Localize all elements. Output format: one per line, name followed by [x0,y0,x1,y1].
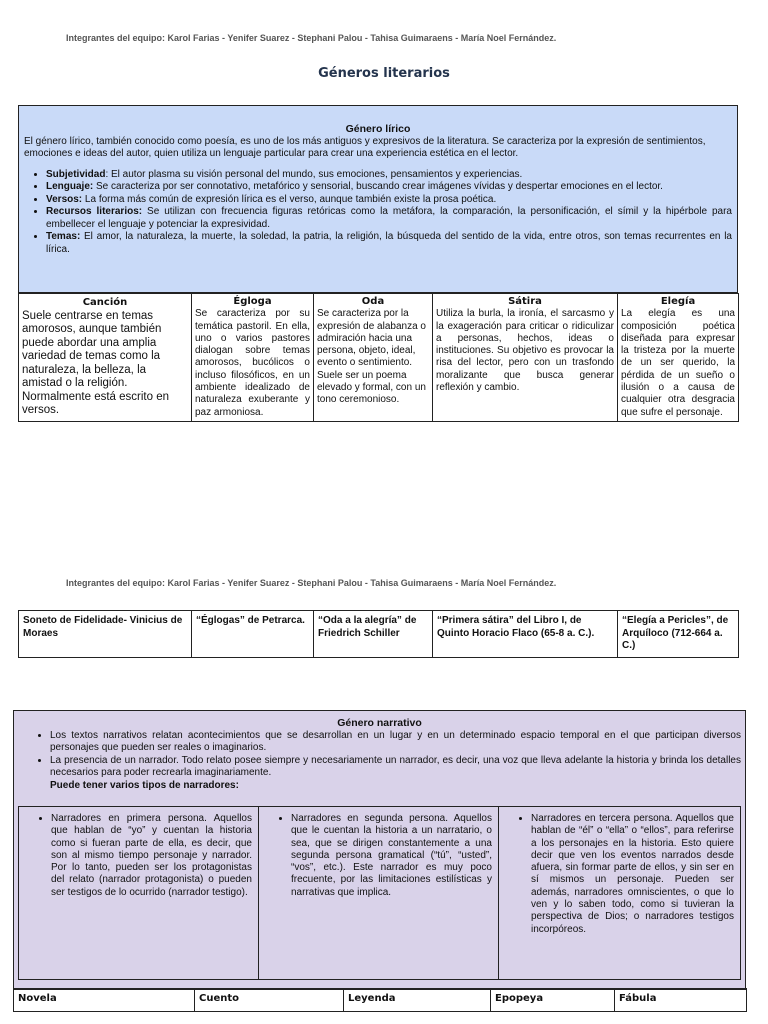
narrator-cell-second-person [259,807,499,980]
subgenre-cell-egloga [192,294,314,422]
table-row [14,989,747,1012]
lyric-characteristics-list [24,169,732,257]
subgenre-cell-elegia [618,294,739,422]
table-row [19,294,739,422]
term-text: El amor, la naturaleza, la muerte, la soledad, la patria, la religión, la búsqueda del sentido de la vida, entre otros, son temas recurrentes en la lírica. [46,231,732,255]
subgenre-cell-satira [433,294,618,422]
list-item [46,231,732,256]
example-cell: “Églogas” de Petrarca. [192,611,314,658]
term-label: Recursos literarios: [46,206,143,217]
team-members-line-repeat: Integrantes del equipo: Karol Farias - Yenifer Suarez - Stephani Palou - Tahisa Guimaraens - María Noel Fernández. [66,578,557,588]
lyric-heading: Género lírico [345,123,411,135]
narrative-characteristics-list [18,730,741,780]
list-item: • Narradores en primera persona. Aquellos que hablan de “yo” y cuentan la historia como si fueran parte de ella, es decir, que son al mismo tiempo personaje y narrador. Por lo tanto, pueden ser los protagonistas del relato (narrador protagonista) o pueden ser testigos de lo ocurrido (narrador testigo). [51,813,252,899]
term-text: Se utilizan con frecuencia figuras retóricas como la metáfora, la comparación, la personificación, el símil y la hipérbole para embellecer el lenguaje y potenciar la expresividad. [46,206,732,230]
narrative-heading: Género narrativo [337,717,422,729]
list-item: • La presencia de un narrador. Todo relato posee siempre y necesariamente un narrador, es decir, una voz que lleva adelante la historia y brinda los detalles necesarios para poder recrearla imaginariamente. [50,755,741,780]
subgenre-name: Sátira [508,296,542,307]
narrative-subgenre-cell: Epopeya [491,989,615,1012]
term-label: Temas: [46,231,81,242]
subgenre-text: Se caracteriza por la expresión de alabanza o admiración hacia una persona, objeto, ideal, evento o sentimiento. Suele ser un poema elevado y formal, con un tono ceremonioso. [317,308,426,406]
example-cell: Soneto de Fidelidade- Vinicius de Moraes [19,611,192,658]
term-text: La forma más común de expresión lírica es el verso, aunque también existe la prosa poética. [82,193,497,205]
subgenre-text: Suele centrarse en temas amorosos, aunque también puede abordar una amplia variedad de temas como la naturaleza, la belleza, la amistad o la religión. Normalmente está escrito en versos. [22,309,170,416]
term-label: Versos: [46,193,83,205]
narrative-subgenre-cell: Fábula [615,989,747,1012]
subgenre-name: Égloga [233,296,272,307]
subgenre-text: La elegía es una composición poética diseñada para expresar la tristeza por la muerte de un ser querido, la pérdida de un sueño o ilusión o a causa de cualquier otra desgracia que sufre el personaje. [621,308,735,418]
narrators-table [18,806,741,980]
narrative-subgenre-cell: Cuento [195,989,344,1012]
list-item [46,194,732,207]
list-item: • Los textos narrativos relatan acontecimientos que se desarrollan en un lugar y en un determinado espacio temporal en el que participan diversos personajes que pueden ser reales o imaginarios. [50,730,741,755]
table-row [19,807,741,980]
subgenre-cell-cancion [19,294,192,422]
list-item [46,206,732,231]
list-item [46,169,732,182]
lyric-intro: El género lírico, también conocido como poesía, es uno de los más antiguos y expresivos de la literatura. Se caracteriza por la expresión de sentimientos, emociones e ideas del autor, quien utiliza un lenguaje particular para crear una experiencia estética en el lector. [24,135,706,159]
term-text: Se caracteriza por ser connotativo, metafórico y sensorial, buscando crear imágenes vívidas y despertar emociones en el lector. [93,181,663,192]
example-cell: “Oda a la alegría” de Friedrich Schiller [314,611,433,658]
lyric-genre-box [18,105,738,293]
narrative-subgenres-table [13,988,747,1012]
term-text: : El autor plasma su visión personal del mundo, sus emociones, pensamientos y experiencias. [105,168,523,180]
subgenre-text: Se caracteriza por su temática pastoril. En ella, uno o varios pastores dialogan sobre temas amorosos, bucólicos o incluso filosóficos, en un ambiente idealizado de naturaleza exuberante y paz armoniosa. [195,308,310,418]
lyric-examples-table [18,610,739,658]
example-cell: “Primera sátira” del Libro I, de Quinto Horacio Flaco (65-8 a. C.). [433,611,618,658]
page-title: Géneros literarios [318,66,450,81]
narrative-subgenre-cell: Novela [14,989,195,1012]
table-row [19,611,739,658]
subgenre-name: Canción [82,297,128,308]
narrators-heading: Puede tener varios tipos de narradores: [50,779,239,791]
narrator-cell-third-person [499,807,741,980]
list-item [46,181,732,194]
lyric-subgenres-table [18,293,739,422]
list-item: • Narradores en tercera persona. Aquellos que hablan de “él” o “ella” o “ellos”, para referirse a los personajes en la historia. Esto quiere decir que ven los eventos narrados desde afuera, sin formar parte de ellos, y sin ser en sí mismos un personaje. Pueden ser además, narradores omniscientes, o que lo ven y lo saben todo, como si tuvieran la perspectiva de Dios; o narradores testigos incorpóreos. [531,813,734,936]
narrative-subgenre-cell: Leyenda [344,989,491,1012]
term-label: Lenguaje: [46,181,94,192]
narrator-cell-first-person [19,807,259,980]
subgenre-name: Oda [361,296,385,307]
term-label: Subjetividad [46,168,106,180]
subgenre-cell-oda [314,294,433,422]
subgenre-name: Elegía [660,296,696,307]
example-cell: “Elegía a Pericles”, de Arquíloco (712-664 a. C.) [618,611,739,658]
team-members-line: Integrantes del equipo: Karol Farias - Yenifer Suarez - Stephani Palou - Tahisa Guimaraens - María Noel Fernández. [66,33,557,43]
subgenre-text: Utiliza la burla, la ironía, el sarcasmo y la exageración para criticar o ridiculizar a personas, hechos, ideas o instituciones. Su objetivo es provocar la risa del lector, pero con un trasfondo moralizante que busca generar reflexión y cambio. [436,308,614,394]
list-item: • Narradores en segunda persona. Aquellos que le cuentan la historia a un narratario, o sea, que se dirigen constantemente a una segunda persona gramatical (“tú”, “usted”, “vos”, etc.). Este narrador es muy poco frecuente, por las limitaciones estilísticas y narrativas que implica. [291,813,492,899]
